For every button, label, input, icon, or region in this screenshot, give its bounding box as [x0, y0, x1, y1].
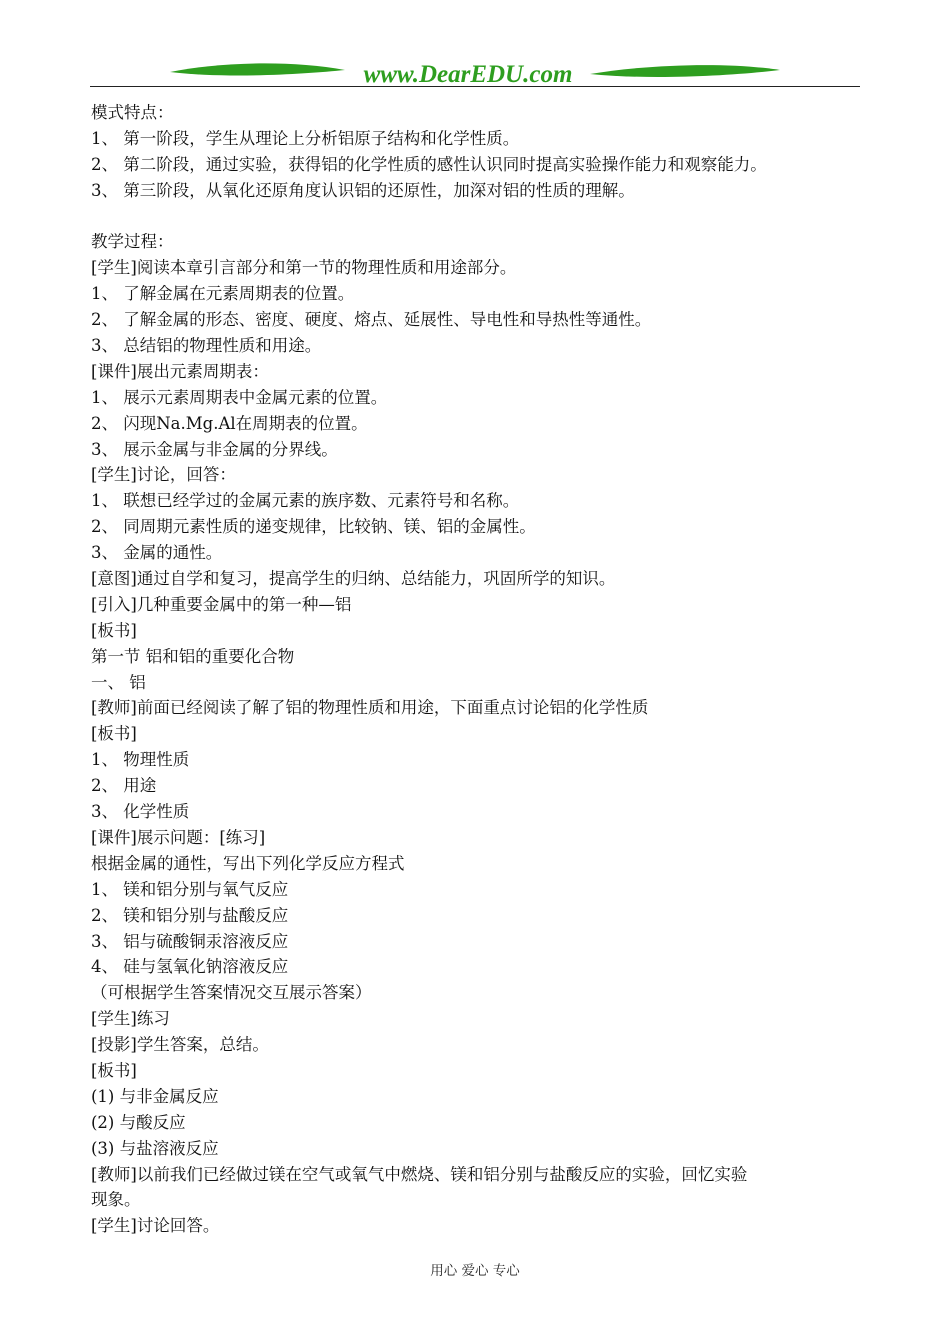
text-line: [板书] [91, 1060, 137, 1080]
text-line: 2、 用途 [91, 776, 157, 796]
text-line: [板书] [91, 724, 137, 744]
text-line: 教学过程： [91, 232, 174, 252]
text-line: 现象。 [91, 1190, 141, 1210]
text-line: [意图]通过自学和复习，提高学生的归纳、总结能力，巩固所学的知识。 [91, 569, 616, 589]
text-line: [投影]学生答案，总结。 [91, 1035, 269, 1055]
text-line: (1) 与非金属反应 [91, 1086, 219, 1106]
text-line: 3、 总结铝的物理性质和用途。 [91, 336, 322, 356]
text-line: 一、 铝 [91, 672, 146, 692]
text-line: [学生]练习 [91, 1009, 170, 1029]
text-line: 1、 展示元素周期表中金属元素的位置。 [91, 387, 388, 407]
text-line: 2、 镁和铝分别与盐酸反应 [91, 905, 289, 925]
text-line: [学生]讨论，回答： [91, 465, 236, 485]
text-line: 1、 联想已经学过的金属元素的族序数、元素符号和名称。 [91, 491, 520, 511]
text-line: [学生]讨论回答。 [91, 1216, 220, 1236]
text-line [91, 204, 861, 230]
text-line: 第一节 铝和铝的重要化合物 [91, 646, 295, 666]
text-line: 2、 第二阶段，通过实验，获得铝的化学性质的感性认识同时提高实验操作能力和观察能力。 [91, 154, 767, 174]
text-line: (3) 与盐溶液反应 [91, 1138, 219, 1158]
text-line: 1、 镁和铝分别与氧气反应 [91, 879, 289, 899]
text-line: 2、 闪现Na.Mg.Al在周期表的位置。 [91, 413, 368, 433]
text-line: 1、 了解金属在元素周期表的位置。 [91, 284, 355, 304]
text-line: 1、 第一阶段，学生从理论上分析铝原子结构和化学性质。 [91, 128, 520, 148]
text-line: [课件]展示问题：[练习] [91, 827, 266, 847]
text-line: 3、 铝与硫酸铜汞溶液反应 [91, 931, 289, 951]
text-line: 2、 了解金属的形态、密度、硬度、熔点、延展性、导电性和导热性等通性。 [91, 310, 652, 330]
text-line: （可根据学生答案情况交互展示答案） [91, 983, 372, 1003]
text-line: [课件]展出元素周期表： [91, 361, 269, 381]
page-footer: 用心 爱心 专心 [430, 1263, 520, 1279]
text-line: 根据金属的通性，写出下列化学反应方程式 [91, 853, 405, 873]
text-line: 1、 物理性质 [91, 750, 190, 770]
text-line: 模式特点： [91, 103, 174, 122]
text-line: 3、 展示金属与非金属的分界线。 [91, 439, 338, 459]
text-line: [教师]以前我们已经做过镁在空气或氧气中燃烧、镁和铝分别与盐酸反应的实验，回忆实验 [91, 1164, 748, 1184]
text-line: [教师]前面已经阅读了解了铝的物理性质和用途，下面重点讨论铝的化学性质 [91, 698, 649, 718]
text-line: [板书] [91, 620, 137, 640]
text-line: 3、 第三阶段，从氧化还原角度认识铝的还原性，加深对铝的性质的理解。 [91, 180, 635, 200]
document-body [91, 100, 861, 1239]
text-line: 2、 同周期元素性质的递变规律，比较钠、镁、铝的金属性。 [91, 517, 536, 537]
text-line: 4、 硅与氢氧化钠溶液反应 [91, 957, 289, 977]
text-line: 3、 金属的通性。 [91, 543, 223, 563]
header-divider [90, 86, 860, 87]
text-line: [学生]阅读本章引言部分和第一节的物理性质和用途部分。 [91, 258, 517, 278]
text-line: 3、 化学性质 [91, 802, 190, 822]
text-line: [引入]几种重要金属中的第一种—铝 [91, 594, 352, 614]
text-line: (2) 与酸反应 [91, 1112, 186, 1132]
site-url-text: www.DearEDU.com [363, 61, 573, 88]
